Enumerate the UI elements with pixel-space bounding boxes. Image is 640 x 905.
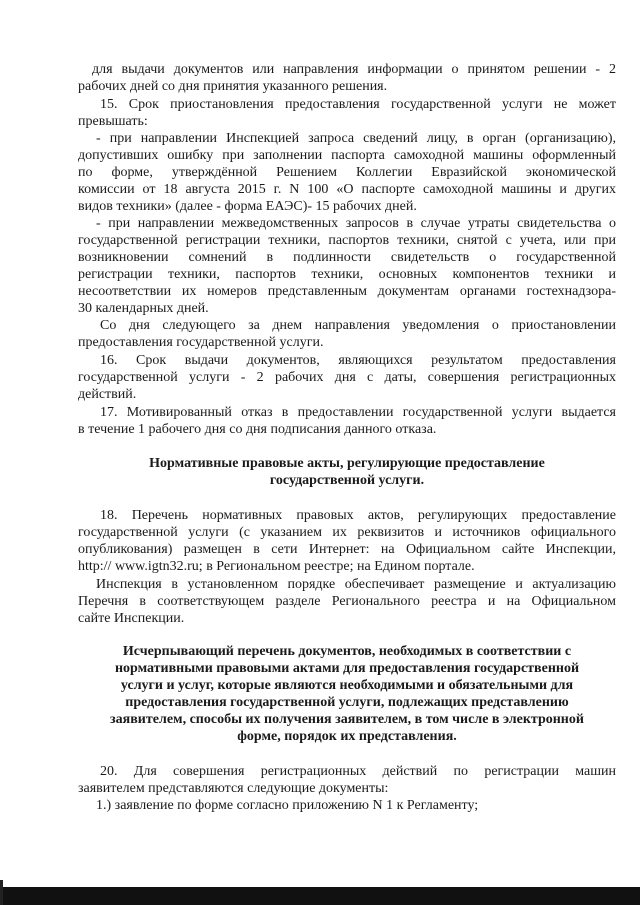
text-line: рабочих дней со дня принятия указанного решения. bbox=[78, 79, 388, 94]
section-heading: государственной услуги. bbox=[269, 473, 425, 488]
text-line: - при направлении Инспекцией запроса сведений лицу, в орган (организацию), bbox=[96, 131, 616, 146]
text-line: несоответствии их номеров представленным документам органами гостехнадзора- bbox=[78, 284, 616, 299]
text-line: Перечня в соответствующем разделе Регионального реестра и на Официальном bbox=[78, 594, 616, 609]
text-line: допустивших ошибку при заполнении паспорта самоходной машины оформленный bbox=[78, 148, 616, 163]
text-line: 18. Перечень нормативных правовых актов, регулирующих предоставление bbox=[100, 508, 616, 523]
section-heading: форме, порядок их представления. bbox=[237, 729, 457, 744]
section-heading: Нормативные правовые акты, регулирующие предоставление bbox=[149, 456, 545, 471]
text-line: по форме, утверждённой Решением Коллегии Евразийской экономической bbox=[78, 165, 616, 180]
text-line: 15. Срок приостановления предоставления государственной услуги не может bbox=[100, 97, 616, 112]
section-heading: предоставления государственной услуги, подлежащих представлению bbox=[125, 695, 569, 710]
text-line: 30 календарных дней. bbox=[78, 301, 209, 316]
section-heading: заявителем, способы их получения заявителем, в том числе в электронной bbox=[110, 712, 584, 727]
scan-edge-mark bbox=[0, 880, 3, 905]
text-line: опубликования) размещен в сети Интернет: на Официальном сайте Инспекции, bbox=[78, 542, 616, 557]
text-line: для выдачи документов или направления информации о принятом решении - 2 bbox=[92, 62, 616, 77]
text-line: видов техники» (далее - форма ЕАЭС)- 15 рабочих дней. bbox=[78, 199, 417, 214]
text-line: действий. bbox=[78, 387, 137, 402]
text-line: сайте Инспекции. bbox=[78, 611, 185, 626]
text-line: Со дня следующего за днем направления уведомления о приостановлении bbox=[100, 318, 616, 333]
text-line: Инспекция в установленном порядке обеспечивает размещение и актуализацию bbox=[96, 577, 616, 592]
section-heading: Исчерпывающий перечень документов, необходимых в соответствии с bbox=[122, 644, 572, 659]
text-line: государственной регистрации техники, паспортов техники, снятой с учета, или при bbox=[78, 233, 616, 248]
text-line: http:// www.igtn32.ru; в Региональном реестре; на Едином портале. bbox=[78, 559, 475, 574]
section-heading: услуги и услуг, которые являются необходимыми и обязательными для bbox=[120, 678, 574, 693]
text-line: 20. Для совершения регистрационных действий по регистрации машин bbox=[100, 764, 616, 779]
text-line: государственной услуги (с указанием их реквизитов и источников официального bbox=[78, 525, 616, 540]
text-line: 17. Мотивированный отказ в предоставлении государственной услуги выдается bbox=[100, 405, 616, 420]
section-heading: нормативными правовыми актами для предоставления государственной bbox=[114, 661, 580, 676]
text-line: 1.) заявление по форме согласно приложению N 1 к Регламенту; bbox=[96, 798, 479, 813]
text-line: в течение 1 рабочего дня со дня подписания данного отказа. bbox=[78, 422, 437, 437]
text-line: - при направлении межведомственных запросов в случае утраты свидетельства о bbox=[96, 216, 616, 231]
text-line: государственной услуги - 2 рабочих дня с даты, совершения регистрационных bbox=[78, 370, 616, 385]
text-line: регистрации техники, паспортов техники, основных компонентов техники и bbox=[78, 267, 616, 282]
text-line: 16. Срок выдачи документов, являющихся результатом предоставления bbox=[100, 353, 616, 368]
text-line: заявителем представляются следующие документы: bbox=[78, 781, 389, 796]
text-line: возникновении сомнений в подлинности свидетельств о государственной bbox=[78, 250, 616, 265]
text-line: предоставления государственной услуги. bbox=[78, 335, 324, 350]
scan-edge-shadow bbox=[0, 887, 640, 905]
text-line: превышать: bbox=[78, 114, 148, 129]
text-line: комиссии от 18 августа 2015 г. N 100 «О паспорте самоходной машины и других bbox=[78, 182, 616, 197]
